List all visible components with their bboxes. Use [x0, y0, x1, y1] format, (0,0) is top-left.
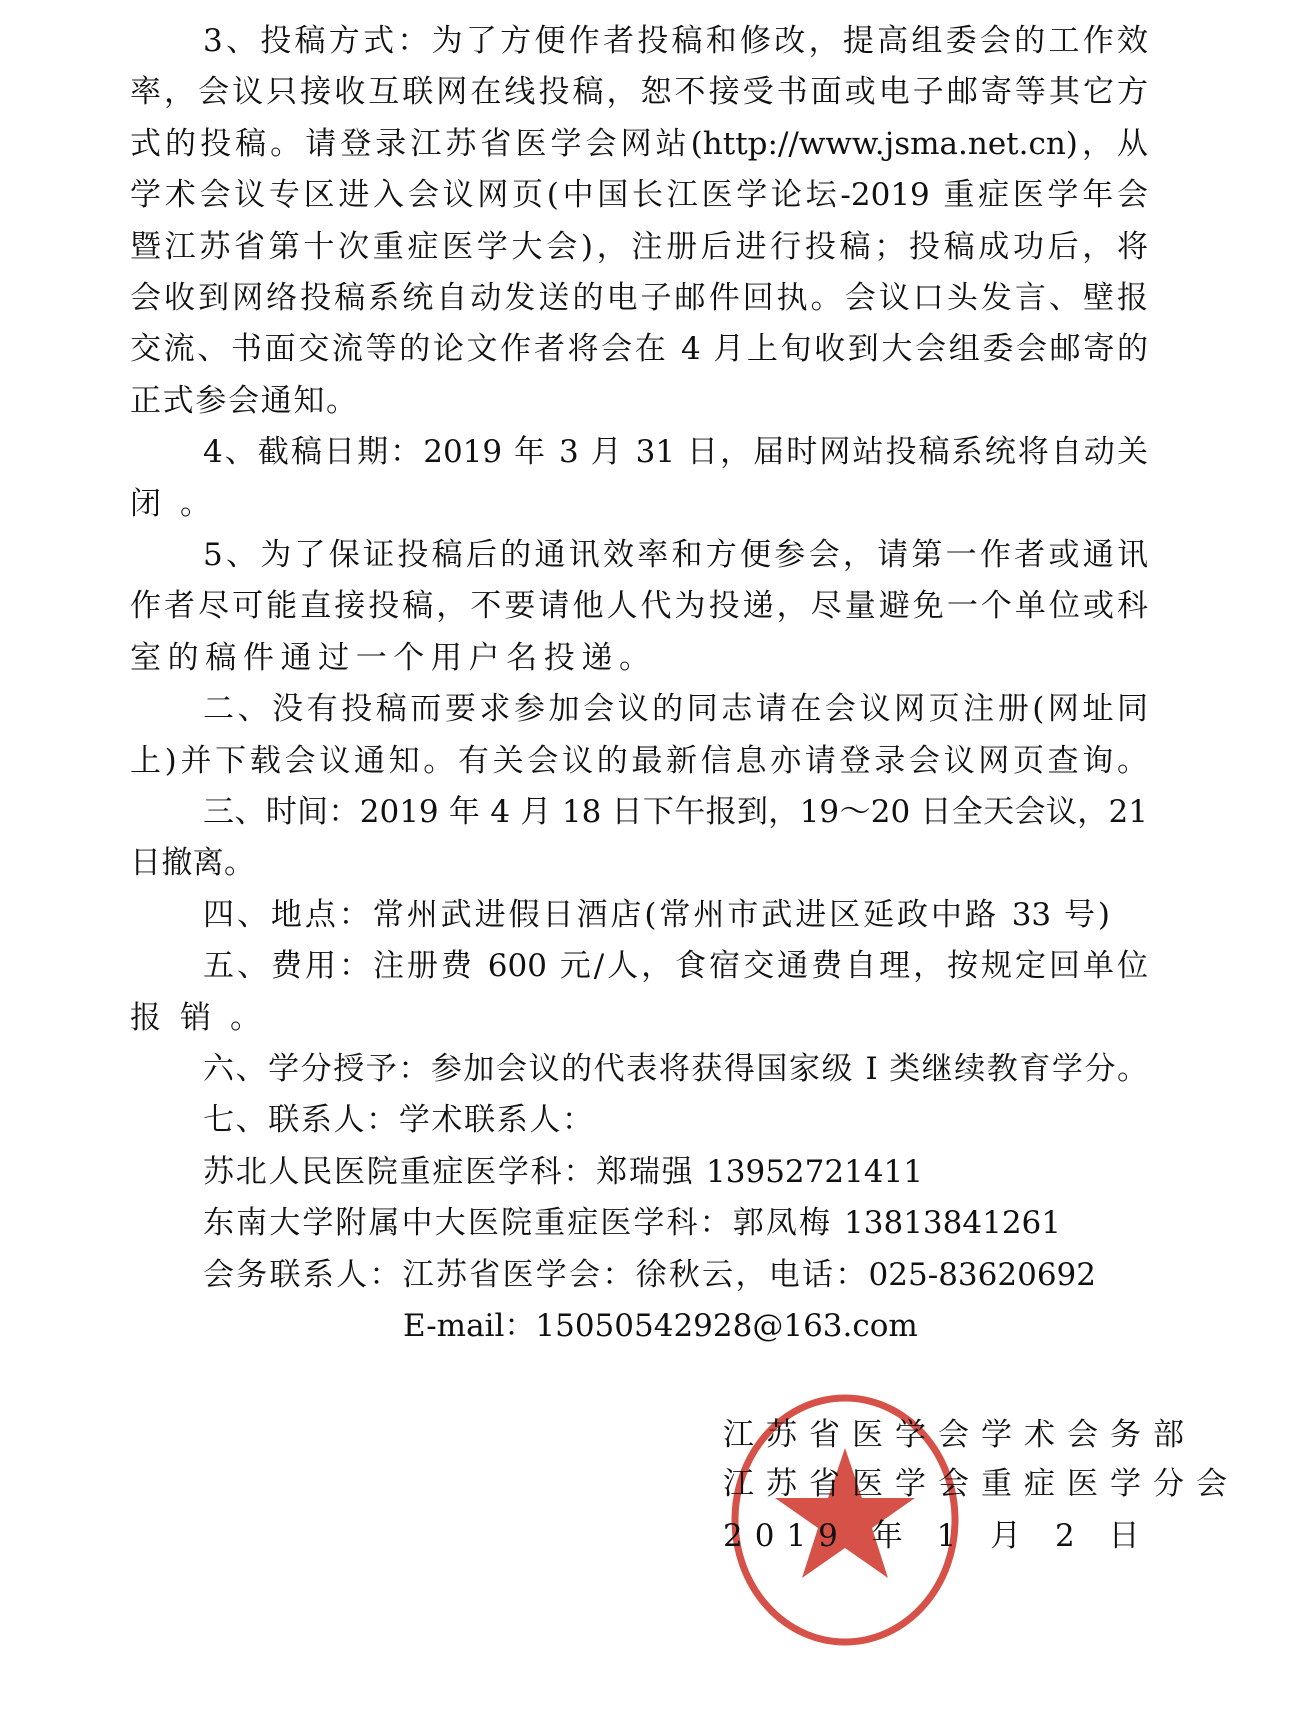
- text-line: 三、时间：2019 年 4 月 18 日下午报到，19～20 日全天会议，21: [203, 794, 1148, 830]
- text-line: 五、费用：注册费 600 元/人，食宿交通费自理，按规定回单位: [203, 948, 1148, 985]
- text-line: 苏北人民医院重症医学科：郑瑞强 13952721411: [203, 1153, 923, 1190]
- signature-org-2: 江苏省医学会重症医学分会: [723, 1466, 1239, 1502]
- text-line: 暨江苏省第十次重症医学大会)，注册后进行投稿；投稿成功后，将: [130, 228, 1148, 265]
- text-line: 日撤离。: [130, 845, 255, 882]
- text-line: 正式参会通知。: [130, 382, 357, 419]
- text-line: 5、为了保证投稿后的通讯效率和方便参会，请第一作者或通讯: [203, 537, 1148, 573]
- text-line: 3、投稿方式：为了方便作者投稿和修改，提高组委会的工作效: [203, 23, 1148, 59]
- text-line: 六、学分授予：参加会议的代表将获得国家级 I 类继续教育学分。: [203, 1051, 1148, 1087]
- text-line: 学术会议专区进入会议网页(中国长江医学论坛-2019 重症医学年会: [130, 177, 1148, 214]
- text-line: E-mail：15050542928@163.com: [403, 1308, 918, 1344]
- text-line: 东南大学附属中大医院重症医学科：郭凤梅 13813841261: [203, 1205, 1061, 1242]
- text-line: 七、联系人：学术联系人：: [203, 1102, 593, 1139]
- text-line: 报销。: [130, 999, 280, 1036]
- text-line: 二、没有投稿而要求参加会议的同志请在会议网页注册(网址同: [203, 691, 1148, 728]
- text-line: 作者尽可能直接投稿，不要请他人代为投递，尽量避免一个单位或科: [130, 588, 1148, 625]
- signature-org-1: 江苏省医学会学术会务部: [723, 1417, 1196, 1453]
- text-line: 四、地点：常州武进假日酒店(常州市武进区延政中路 33 号): [203, 896, 1110, 933]
- signature-date: 2019 年 1 月 2 日: [723, 1518, 1152, 1554]
- text-line: 4、截稿日期：2019 年 3 月 31 日，届时网站投稿系统将自动关: [203, 434, 1148, 471]
- text-line: 式的投稿。请登录江苏省医学会网站(http://www.jsma.net.cn)，从: [130, 125, 1148, 162]
- text-line: 闭。: [130, 485, 230, 522]
- text-line: 会务联系人：江苏省医学会：徐秋云，电话：025-83620692: [203, 1256, 1096, 1293]
- text-line: 会收到网络投稿系统自动发送的电子邮件回执。会议口头发言、壁报: [130, 280, 1148, 316]
- text-line: 上)并下载会议通知。有关会议的最新信息亦请登录会议网页查询。: [130, 742, 1148, 779]
- text-line: 室的稿件通过一个用户名投递。: [130, 639, 650, 676]
- text-line: 交流、书面交流等的论文作者将会在 4 月上旬收到大会组委会邮寄的: [130, 331, 1148, 368]
- text-line: 率，会议只接收互联网在线投稿，恕不接受书面或电子邮寄等其它方: [130, 74, 1148, 111]
